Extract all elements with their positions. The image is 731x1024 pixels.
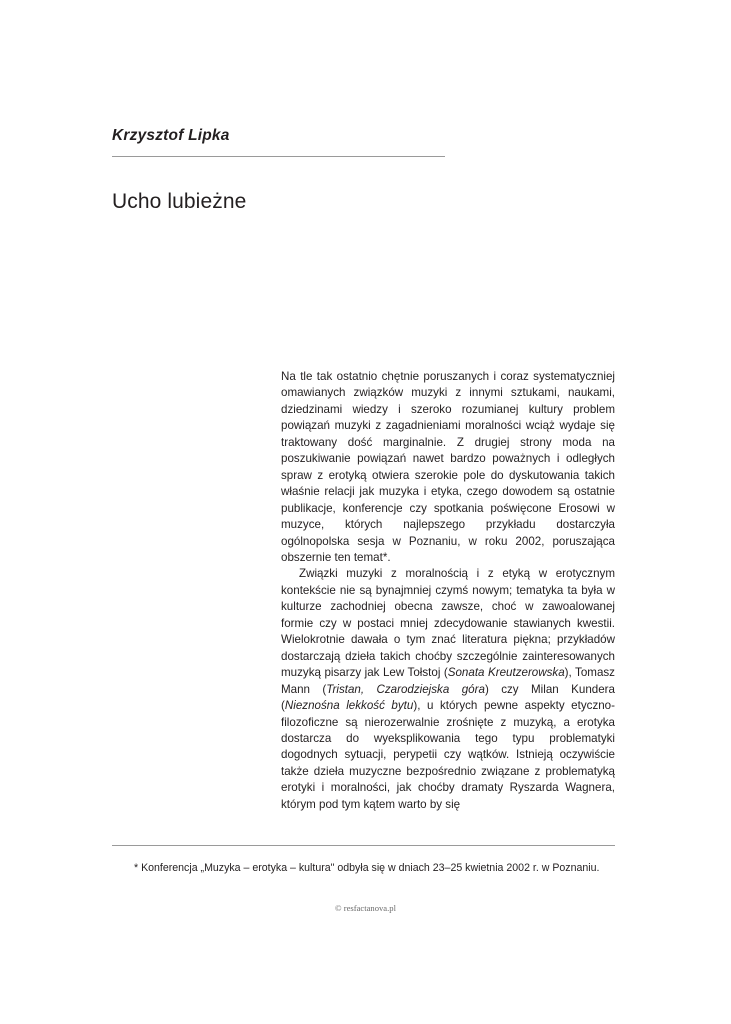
book-title-sonata-kreutzerowska: Sonata Kreutzerowska	[447, 666, 565, 680]
body-text-column	[281, 369, 615, 813]
book-title-tristan-czarodziejska-gora: Tristan, Czarodziejska góra	[326, 682, 485, 696]
footnote-content: * Konferencja „Muzyka – erotyka – kultura" odbyła się w dniach 23–25 kwietnia 2002 r. w Poznaniu.	[134, 862, 600, 874]
book-title-nieznosna-lekkosc-bytu: Nieznośna lekkość bytu	[284, 699, 414, 713]
page-title: Ucho lubieżne	[112, 190, 247, 214]
footnote-text	[112, 860, 615, 876]
paragraph-2-part-1: Związki muzyki z moralnością i z etyką w erotycznym kontekście nie są bynajmniej czymś nowym; tematyka ta była w kulturze zachodniej obecna zawsze, choć w zawoalowanej formie czy w postaci mniej zdecydowanie stawianych kwestii. Wielokrotnie dawała o tym znać literatura piękna; przykładów dostarczają dzieła takich choćby szczególnie zainteresowanych muzyką pisarzy jak Lew Tołstoj (	[281, 567, 615, 680]
footnote-divider	[112, 845, 615, 846]
paragraph-2	[281, 566, 615, 813]
paragraph-1: Na tle tak ostatnio chętnie poruszanych i coraz systematyczniej omawianych związków muzyki z innymi sztukami, naukami, dziedzinami wiedzy i szeroko rozumianej kultury problem powiązań muzyki z zagadnieniami moralności wciąż wydaje się traktowany dość marginalnie. Z drugiej strony moda na poszukiwanie powiązań nawet bardzo poważnych i odległych spraw z erotyką otwiera szerokie pole do dyskutowania takich właśnie relacji jak muzyka i etyka, czego dowodem są ostatnie publikacje, konferencje czy spotkania poświęcone Erosowi w muzyce, których najlepszego przykładu dostarczyła ogólnopolska sesja w Poznaniu, w roku 2002, poruszająca obszernie ten temat*.	[281, 370, 615, 564]
author-name: Krzysztof Lipka	[112, 127, 230, 144]
paragraph-2-part-3: ) czy Milan Kundera (	[281, 682, 615, 713]
title-divider	[112, 156, 445, 157]
paragraph-2-part-2: ), Tomasz Mann (	[281, 666, 615, 696]
copyright-notice: © resfactanova.pl	[335, 903, 396, 913]
paragraph-2-part-4: ), u których pewne aspekty etyczno-filozoficzne są nierozerwalnie zrośnięte z muzyką, a erotyka dostarcza do wyeksplikowania tego typu problematyki dogodnych sytuacji, perypetii czy wątków. Istnieją oczywiście także dzieła muzyczne bezpośrednio związane z problematyką erotyki i moralności, jak choćby dramaty Ryszarda Wagnera, którym pod tym kątem warto by się	[281, 699, 615, 811]
